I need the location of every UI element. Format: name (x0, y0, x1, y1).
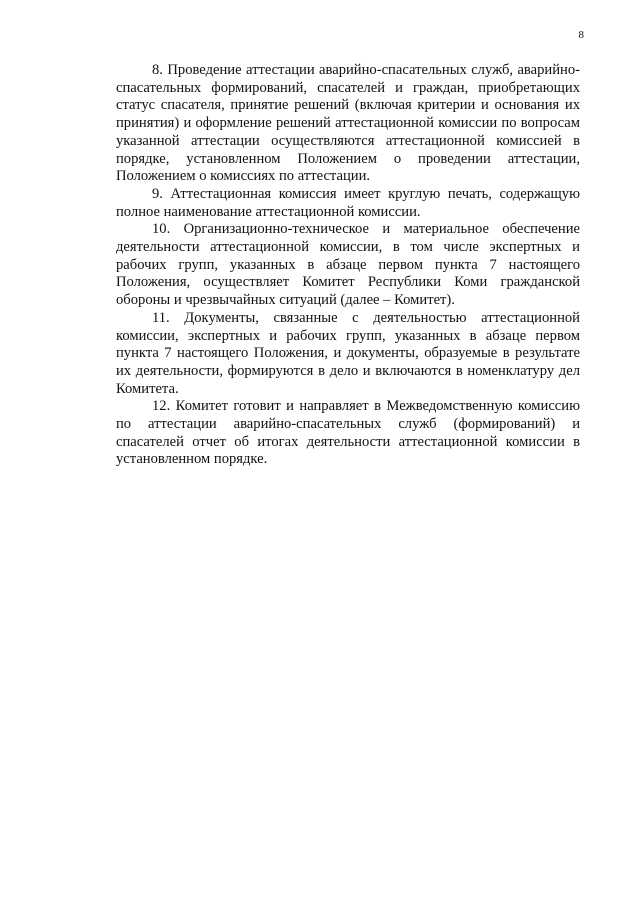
paragraph-12: 12. Комитет готовит и направляет в Межведомственную комиссию по аттестации аварийно-спасательных служб (формирований) и спасателей отчет об итогах деятельности аттестационной комиссии в установленном порядке. (116, 398, 580, 468)
paragraph-10: 10. Организационно-техническое и материальное обеспечение деятельности аттестационной комиссии, в том числе экспертных и рабочих групп, указанных в абзаце первом пункта 7 настоящего Положения, осуществляет Комитет Республики Коми гражданской обороны и чрезвычайных ситуаций (далее – Комитет). (116, 221, 580, 309)
paragraph-9: 9. Аттестационная комиссия имеет круглую печать, содержащую полное наименование аттестационной комиссии. (116, 185, 580, 220)
page-number: 8 (578, 29, 584, 41)
paragraph-11: 11. Документы, связанные с деятельностью аттестационной комиссии, экспертных и рабочих групп, указанных в абзаце первом пункта 7 настоящего Положения, и документы, образуемые в результате их деятельности, формируются в дело и включаются в номенклатуру дел Комитета. (116, 309, 580, 397)
paragraph-8: 8. Проведение аттестации аварийно-спасательных служб, аварийно-спасательных формирований, спасателей и граждан, приобретающих статус спасателя, принятие решений (включая критерии и основания их принятия) и оформление решений аттестационной комиссии по вопросам указанной аттестации осуществляются аттестационной комиссией в порядке, установленном Положением о проведении аттестации, Положением о комиссиях по аттестации. (116, 62, 580, 185)
document-body (116, 62, 580, 469)
